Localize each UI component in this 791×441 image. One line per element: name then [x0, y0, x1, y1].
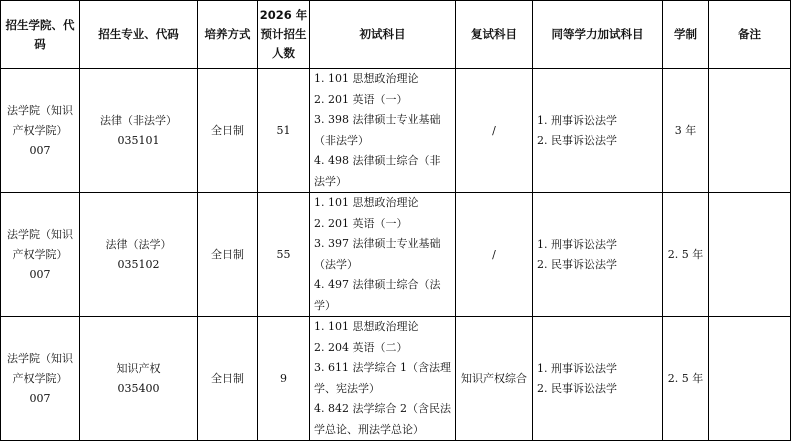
quota-cell: 9: [258, 317, 310, 441]
college-line: 法学院（知识: [7, 103, 73, 117]
mode-cell: 全日制: [198, 193, 258, 317]
table-row: [1, 317, 791, 441]
header-notes: 备注: [709, 1, 791, 69]
exam-line: 1. 101 思想政治理论: [314, 196, 419, 209]
quota-cell: 51: [258, 69, 310, 193]
major-code: 035102: [117, 257, 160, 271]
exam-line: 2. 201 英语（一）: [314, 92, 408, 106]
major-name: 知识产权: [116, 361, 161, 375]
exam-line: 3. 398 法律硕士专业基础: [314, 113, 441, 126]
initial-exam-cell: [310, 193, 456, 317]
initial-exam-cell: [310, 69, 456, 193]
college-line: 产权学院）: [12, 123, 68, 137]
header-row: [1, 1, 791, 69]
major-cell: [80, 193, 198, 317]
exam-line: 法学）: [314, 174, 347, 188]
extra-exam-line: 1. 刑事诉讼法学: [537, 237, 617, 251]
major-code: 035400: [117, 381, 160, 395]
exam-line: 1. 101 思想政治理论: [314, 320, 419, 333]
extra-exam-cell: [533, 317, 663, 441]
mode-cell: 全日制: [198, 317, 258, 441]
exam-line: （非法学）: [314, 133, 369, 147]
major-code: 035101: [117, 133, 160, 147]
exam-line: 2. 204 英语（二）: [314, 340, 408, 354]
duration-cell: 3 年: [663, 69, 709, 193]
extra-exam-cell: [533, 193, 663, 317]
exam-line: 4. 498 法律硕士综合（非: [314, 154, 441, 167]
extra-exam-line: 1. 刑事诉讼法学: [537, 113, 617, 127]
duration-cell: 2. 5 年: [663, 193, 709, 317]
exam-line: 4. 842 法学综合 2（含民法: [314, 402, 451, 415]
header-initial-exam: 初试科目: [310, 1, 456, 69]
retest-cell: 知识产权综合: [456, 317, 533, 441]
college-line: 法学院（知识: [7, 351, 73, 365]
header-major: 招生专业、代码: [80, 1, 198, 69]
college-cell: [1, 193, 80, 317]
exam-line: 1. 101 思想政治理论: [314, 72, 419, 85]
initial-exam-cell: [310, 317, 456, 441]
table-row: [1, 69, 791, 193]
duration-cell: 2. 5 年: [663, 317, 709, 441]
mode-cell: 全日制: [198, 69, 258, 193]
extra-exam-line: 2. 民事诉讼法学: [537, 257, 617, 271]
college-line: 法学院（知识: [7, 227, 73, 241]
exam-line: 学、宪法学）: [314, 381, 380, 395]
retest-cell: /: [456, 69, 533, 193]
notes-cell: [709, 193, 791, 317]
major-name: 法律（非法学）: [100, 113, 177, 127]
quota-cell: 55: [258, 193, 310, 317]
notes-cell: [709, 69, 791, 193]
college-line: 产权学院）: [12, 371, 68, 385]
exam-line: 学总论、刑法学总论）: [314, 422, 424, 436]
table-row: [1, 193, 791, 317]
retest-cell: /: [456, 193, 533, 317]
major-cell: [80, 317, 198, 441]
college-cell: [1, 69, 80, 193]
college-cell: [1, 317, 80, 441]
exam-line: 3. 611 法学综合 1（含法理: [314, 361, 451, 374]
college-code: 007: [29, 267, 51, 281]
exam-line: 3. 397 法律硕士专业基础: [314, 237, 441, 250]
header-retest: 复试科目: [456, 1, 533, 69]
header-quota: 2026 年预计招生人数: [258, 1, 310, 69]
exam-line: 4. 497 法律硕士综合（法: [314, 278, 441, 291]
college-code: 007: [29, 391, 51, 405]
extra-exam-line: 1. 刑事诉讼法学: [537, 361, 617, 375]
college-line: 产权学院）: [12, 247, 68, 261]
exam-line: 学）: [314, 298, 336, 312]
header-college: 招生学院、代码: [1, 1, 80, 69]
major-name: 法律（法学）: [105, 237, 172, 251]
extra-exam-line: 2. 民事诉讼法学: [537, 381, 617, 395]
header-extra-exam: 同等学力加试科目: [533, 1, 663, 69]
header-mode: 培养方式: [198, 1, 258, 69]
header-duration: 学制: [663, 1, 709, 69]
major-cell: [80, 69, 198, 193]
extra-exam-cell: [533, 69, 663, 193]
notes-cell: [709, 317, 791, 441]
exam-line: （法学）: [314, 257, 358, 271]
extra-exam-line: 2. 民事诉讼法学: [537, 133, 617, 147]
exam-line: 2. 201 英语（一）: [314, 216, 408, 230]
college-code: 007: [29, 143, 51, 157]
